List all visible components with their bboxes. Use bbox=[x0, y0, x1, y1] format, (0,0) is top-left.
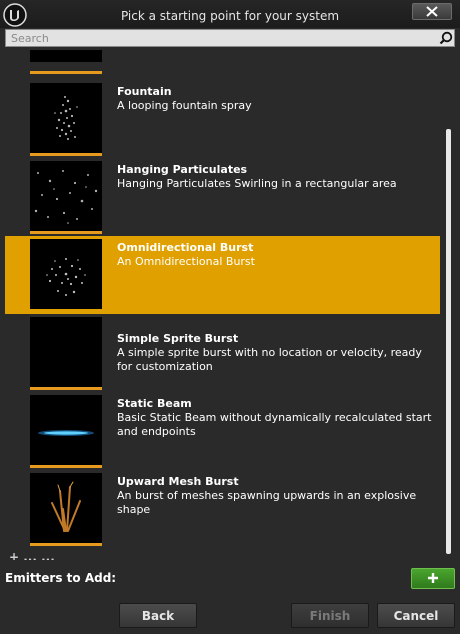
fountain-thumbnail bbox=[30, 83, 102, 153]
list-item-omnidirectional-burst[interactable] bbox=[5, 236, 440, 314]
thumbnail-bar bbox=[30, 71, 102, 74]
template-list[interactable] bbox=[5, 50, 455, 560]
template-name: Hanging Particulates bbox=[117, 163, 248, 176]
template-name: Upward Mesh Burst bbox=[117, 475, 239, 488]
plus-icon bbox=[427, 572, 439, 584]
list-item-simple-sprite-burst[interactable] bbox=[5, 314, 440, 392]
thumbnail-bar bbox=[30, 543, 102, 546]
template-name: Omnidirectional Burst bbox=[117, 241, 254, 254]
scrollbar-thumb[interactable] bbox=[446, 129, 451, 554]
list-item-partial-top[interactable] bbox=[5, 50, 440, 75]
static-beam-thumbnail bbox=[30, 395, 102, 465]
back-button[interactable]: Back bbox=[119, 603, 197, 628]
title-bar bbox=[0, 0, 460, 28]
beam-glow bbox=[30, 395, 102, 465]
hanging-particles bbox=[30, 161, 102, 231]
close-icon bbox=[426, 6, 438, 17]
list-item-upward-mesh-burst[interactable] bbox=[5, 470, 440, 548]
template-thumbnail bbox=[30, 50, 102, 62]
fountain-particles bbox=[30, 83, 102, 153]
thumbnail-bar bbox=[30, 387, 102, 390]
emitters-to-add-label: Emitters to Add: bbox=[5, 571, 117, 585]
template-name: Static Beam bbox=[117, 397, 192, 410]
template-description: An burst of meshes spawning upwards in an explosive shape bbox=[117, 489, 417, 516]
cancel-button[interactable]: Cancel bbox=[377, 603, 455, 628]
omnidirectional-burst-thumbnail bbox=[30, 239, 102, 309]
list-item-fountain[interactable] bbox=[5, 80, 440, 158]
template-description: A simple sprite burst with no location or velocity, ready for customization bbox=[117, 346, 422, 373]
simple-sprite-burst-thumbnail bbox=[30, 317, 102, 387]
thumbnail-bar bbox=[30, 153, 102, 156]
search-box[interactable] bbox=[5, 29, 455, 47]
close-button[interactable] bbox=[412, 3, 452, 20]
search-input[interactable] bbox=[6, 30, 436, 46]
finish-button[interactable]: Finish bbox=[291, 603, 369, 628]
template-description: An Omnidirectional Burst bbox=[117, 255, 255, 268]
add-emitter-button[interactable] bbox=[411, 568, 455, 589]
template-description: Hanging Particulates Swirling in a rectangular area bbox=[117, 177, 397, 190]
burst-particles bbox=[30, 239, 102, 309]
partial-section-header: + ... ... bbox=[9, 550, 55, 560]
template-name: Simple Sprite Burst bbox=[117, 332, 239, 345]
hanging-particulates-thumbnail bbox=[30, 161, 102, 231]
mesh-shards bbox=[30, 473, 102, 543]
thumbnail-bar bbox=[30, 231, 102, 234]
search-icon[interactable] bbox=[439, 31, 453, 45]
upward-mesh-burst-thumbnail bbox=[30, 473, 102, 543]
list-item-static-beam[interactable] bbox=[5, 392, 440, 470]
template-description: Basic Static Beam without dynamically recalculated start and endpoints bbox=[117, 411, 432, 438]
template-name: Fountain bbox=[117, 85, 172, 98]
list-item-hanging-particulates[interactable] bbox=[5, 158, 440, 236]
template-description: A looping fountain spray bbox=[117, 99, 252, 112]
window-title: Pick a starting point for your system bbox=[120, 9, 340, 23]
thumbnail-bar bbox=[30, 465, 102, 468]
